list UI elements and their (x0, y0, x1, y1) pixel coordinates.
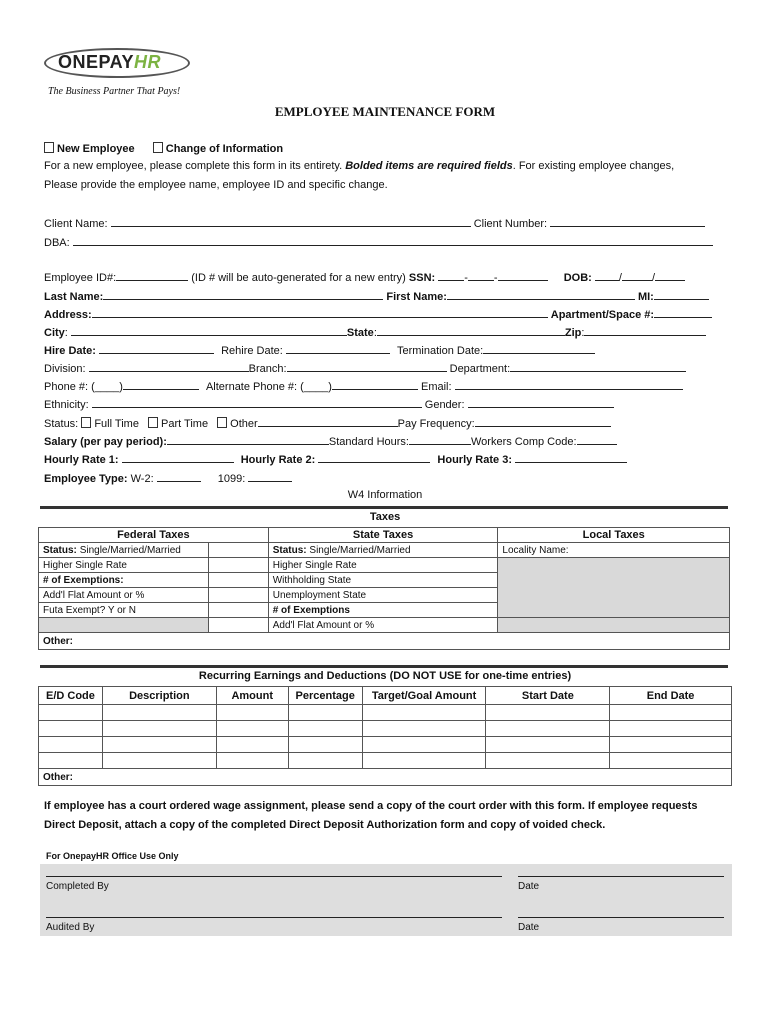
email-field[interactable] (455, 379, 683, 390)
fed-value-cell[interactable] (208, 573, 268, 588)
hourly-rate-3-label: Hourly Rate 3: (437, 454, 512, 466)
workers-comp-label: Workers Comp Code: (470, 436, 577, 448)
client-number-label: Client Number: (473, 218, 548, 230)
branch-field[interactable] (287, 361, 447, 372)
ssn-field-1[interactable] (438, 270, 464, 281)
tagline: The Business Partner That Pays! (48, 86, 181, 97)
division-field[interactable] (89, 361, 249, 372)
employee-type-label: Employee Type: (44, 473, 128, 485)
w4-title: W4 Information (347, 489, 423, 501)
state-taxes-header: State Taxes (268, 528, 498, 543)
audited-by-line[interactable] (46, 917, 502, 918)
table-row (39, 721, 732, 737)
recurring-table (38, 686, 732, 786)
client-name-label: Client Name: (44, 218, 108, 230)
completed-by-label: Completed By (46, 881, 109, 892)
page-title: EMPLOYEE MAINTENANCE FORM (274, 104, 496, 119)
department-field[interactable] (510, 361, 686, 372)
other-status-field[interactable] (258, 416, 398, 427)
change-info-label: Change of Information (165, 143, 284, 155)
department-label: Department: (449, 363, 511, 375)
audited-date-label: Date (518, 922, 540, 933)
zip-label: Zip (564, 327, 582, 339)
cell[interactable] (362, 721, 486, 737)
fed-status-value: Single/Married/Married (79, 544, 181, 556)
hourly-rate-3-field[interactable] (515, 452, 627, 463)
employee-id-field[interactable] (116, 270, 188, 281)
termination-date-field[interactable] (483, 343, 595, 354)
logo (58, 52, 161, 73)
last-name-field[interactable] (103, 289, 383, 300)
first-name-field[interactable] (447, 289, 635, 300)
cell[interactable] (610, 705, 732, 721)
col-description: Description (102, 687, 216, 705)
state-status-value: Single/Married/Married (309, 544, 411, 556)
recurring-title: Recurring Earnings and Deductions (DO NOT USE for one-time entries) (198, 670, 572, 682)
cell[interactable] (102, 753, 216, 769)
cell[interactable] (362, 737, 486, 753)
fed-row: # of Exemptions: (39, 573, 209, 588)
rehire-date-field[interactable] (286, 343, 390, 354)
cell[interactable] (610, 753, 732, 769)
client-name-field[interactable] (111, 216, 471, 227)
cell[interactable] (362, 753, 486, 769)
client-name-row (44, 216, 705, 230)
cell[interactable] (362, 705, 486, 721)
hourly-row (44, 452, 627, 466)
cell[interactable] (102, 705, 216, 721)
full-time-label: Full Time (94, 418, 139, 430)
intro-text-tail: . For existing employee changes, (512, 160, 675, 172)
gender-label: Gender: (424, 399, 465, 411)
dates-row (44, 343, 595, 357)
state-row: Withholding State (268, 573, 498, 588)
cell[interactable] (288, 737, 362, 753)
cell[interactable] (216, 705, 288, 721)
standard-hours-label: Standard Hours: (328, 436, 409, 448)
pay-frequency-label: Pay Frequency: (397, 418, 475, 430)
salary-label: Salary (per pay period): (44, 436, 167, 448)
dob-label: DOB: (563, 272, 592, 284)
notice-line-2: Direct Deposit, attach a copy of the completed Direct Deposit Authorization form and copy of voided check. (44, 819, 606, 831)
intro-line-2: Please provide the employee name, employee ID and specific change. (44, 179, 388, 191)
completed-date-label: Date (518, 881, 540, 892)
gender-field[interactable] (468, 397, 614, 408)
employee-type-row (44, 471, 292, 485)
dob-day[interactable] (622, 270, 652, 281)
change-info-checkbox[interactable] (153, 142, 163, 153)
state-status-label: Status: (272, 544, 307, 556)
cell[interactable] (39, 705, 103, 721)
office-use-title: For OnepayHR Office Use Only (46, 851, 179, 861)
city-label: City (44, 327, 65, 339)
form-type-options (44, 142, 283, 155)
last-name-label: Last Name: (44, 291, 104, 303)
apartment-label: Apartment/Space #: (550, 309, 655, 321)
other-status-label: Other (230, 418, 258, 430)
cell[interactable] (216, 753, 288, 769)
termination-date-label: Termination Date: (396, 345, 484, 357)
fed-row: Futa Exempt? Y or N (39, 603, 209, 618)
address-row (44, 307, 712, 321)
state-row: Unemployment State (268, 588, 498, 603)
audited-by-label: Audited By (46, 922, 95, 933)
fed-value-cell[interactable] (208, 588, 268, 603)
fed-status-label: Status: (43, 544, 77, 556)
state-row: Add'l Flat Amount or % (268, 618, 498, 633)
dba-row (44, 235, 713, 249)
w2-field[interactable] (157, 471, 201, 482)
fed-status-cell (39, 543, 209, 558)
cell[interactable] (102, 721, 216, 737)
employee-id-row: Employee ID#: (ID # will be auto-generated for a new entry) SSN: - - DOB: / / (44, 270, 685, 284)
audited-date-line[interactable] (518, 917, 724, 918)
email-label: Email: (421, 381, 452, 393)
ethnicity-row (44, 397, 614, 411)
col-amount: Amount (216, 687, 288, 705)
notice-line-1: If employee has a court ordered wage assignment, please send a copy of the court order with this form. If employee requests (44, 800, 698, 812)
recurring-divider (40, 665, 728, 668)
salary-row (44, 434, 617, 448)
col-end-date: End Date (610, 687, 732, 705)
cell[interactable] (39, 753, 103, 769)
other-status-checkbox[interactable] (217, 417, 227, 428)
cell[interactable] (216, 721, 288, 737)
full-time-checkbox[interactable] (81, 417, 91, 428)
1099-field[interactable] (248, 471, 292, 482)
name-row (44, 289, 709, 303)
w4-other-row[interactable]: Other: (39, 633, 730, 650)
apartment-field[interactable] (654, 307, 712, 318)
address-label: Address: (44, 309, 92, 321)
rehire-date-label: Rehire Date: (221, 345, 283, 357)
ssn-label: SSN: (408, 272, 436, 284)
phone-row (44, 379, 683, 393)
cell[interactable] (486, 737, 610, 753)
w4-table (38, 527, 730, 650)
local-taxes-header: Local Taxes (498, 528, 730, 543)
cell[interactable] (288, 705, 362, 721)
ethnicity-field[interactable] (92, 397, 422, 408)
client-number-field[interactable] (550, 216, 705, 227)
logo-text-main: ONEPAY (58, 52, 135, 72)
cell[interactable] (39, 721, 103, 737)
fed-value-cell[interactable] (208, 558, 268, 573)
phone-label: Phone #: (____) (44, 381, 123, 393)
workers-comp-field[interactable] (577, 434, 617, 445)
zip-field[interactable] (584, 325, 706, 336)
taxes-heading: Taxes (369, 511, 401, 523)
1099-label: 1099: (217, 473, 246, 485)
locality-label: Locality Name: (502, 544, 569, 556)
ssn-field-3[interactable] (498, 270, 548, 281)
table-row (39, 705, 732, 721)
hourly-rate-2-label: Hourly Rate 2: (240, 454, 316, 466)
employee-id-label: Employee ID#: (44, 272, 117, 284)
hourly-rate-1-field[interactable] (122, 452, 234, 463)
address-field[interactable] (92, 307, 548, 318)
standard-hours-field[interactable] (409, 434, 471, 445)
dob-year[interactable] (655, 270, 685, 281)
recurring-other-row[interactable]: Other: (39, 769, 732, 786)
required-note: Bolded items are required fields (345, 160, 513, 172)
cell[interactable] (610, 721, 732, 737)
mi-label: MI: (637, 291, 654, 303)
ethnicity-label: Ethnicity: (44, 399, 89, 411)
local-shaded-cell (498, 618, 730, 633)
table-row (39, 753, 732, 769)
state-row: Higher Single Rate (268, 558, 498, 573)
dob-month[interactable] (595, 270, 619, 281)
col-target-goal: Target/Goal Amount (362, 687, 486, 705)
hourly-rate-2-field[interactable] (318, 452, 430, 463)
state-label: State (346, 327, 374, 339)
local-shaded-cell (498, 558, 730, 618)
dba-label: DBA: (44, 237, 70, 249)
cell[interactable] (288, 753, 362, 769)
completed-by-line[interactable] (46, 876, 502, 877)
cell[interactable] (102, 737, 216, 753)
state-row: # of Exemptions (268, 603, 498, 618)
salary-field[interactable] (167, 434, 329, 445)
alt-phone-field[interactable] (332, 379, 418, 390)
completed-date-line[interactable] (518, 876, 724, 877)
office-use-box (40, 864, 732, 936)
division-label: Division: (44, 363, 86, 375)
col-ed-code: E/D Code (39, 687, 103, 705)
pay-frequency-field[interactable] (475, 416, 611, 427)
federal-taxes-header: Federal Taxes (39, 528, 269, 543)
city-field[interactable] (71, 325, 347, 336)
part-time-label: Part Time (161, 418, 209, 430)
fed-row: Higher Single Rate (39, 558, 209, 573)
intro-text: For a new employee, please complete this form in its entirety. (44, 160, 343, 172)
phone-field[interactable] (123, 379, 199, 390)
state-field[interactable] (377, 325, 565, 336)
employee-id-note: (ID # will be auto-generated for a new entry) (191, 272, 406, 284)
mi-field[interactable] (654, 289, 709, 300)
new-employee-label: New Employee (57, 143, 135, 155)
status-row (44, 416, 611, 430)
cell[interactable] (610, 737, 732, 753)
hire-date-label: Hire Date: (44, 345, 96, 357)
col-percentage: Percentage (288, 687, 362, 705)
new-employee-checkbox[interactable] (44, 142, 54, 153)
cell[interactable] (288, 721, 362, 737)
cell[interactable] (486, 705, 610, 721)
first-name-label: First Name: (386, 291, 447, 303)
alt-phone-label: Alternate Phone #: (____) (205, 381, 332, 393)
cell[interactable] (486, 753, 610, 769)
status-label: Status: (44, 418, 79, 430)
cell[interactable] (216, 737, 288, 753)
fed-value-cell[interactable] (208, 618, 268, 633)
hourly-rate-1-label: Hourly Rate 1: (44, 454, 119, 466)
city-row: City: State: Zip: (44, 325, 706, 339)
hire-date-field[interactable] (99, 343, 214, 354)
state-status-cell (268, 543, 498, 558)
cell[interactable] (486, 721, 610, 737)
division-row (44, 361, 686, 375)
ssn-field-2[interactable] (468, 270, 494, 281)
fed-shaded-cell (39, 618, 209, 633)
fed-value-cell[interactable] (208, 603, 268, 618)
fed-row: Add'l Flat Amount or % (39, 588, 209, 603)
part-time-checkbox[interactable] (148, 417, 158, 428)
fed-value-cell[interactable] (208, 543, 268, 558)
w4-divider (40, 506, 728, 509)
logo-text-hr: HR (134, 52, 162, 72)
branch-label: Branch: (248, 363, 287, 375)
locality-cell[interactable] (498, 543, 730, 558)
w2-label: W-2: (130, 473, 154, 485)
col-start-date: Start Date (486, 687, 610, 705)
dba-field[interactable] (73, 235, 713, 246)
cell[interactable] (39, 737, 103, 753)
table-row (39, 737, 732, 753)
intro-line-1 (44, 160, 674, 172)
